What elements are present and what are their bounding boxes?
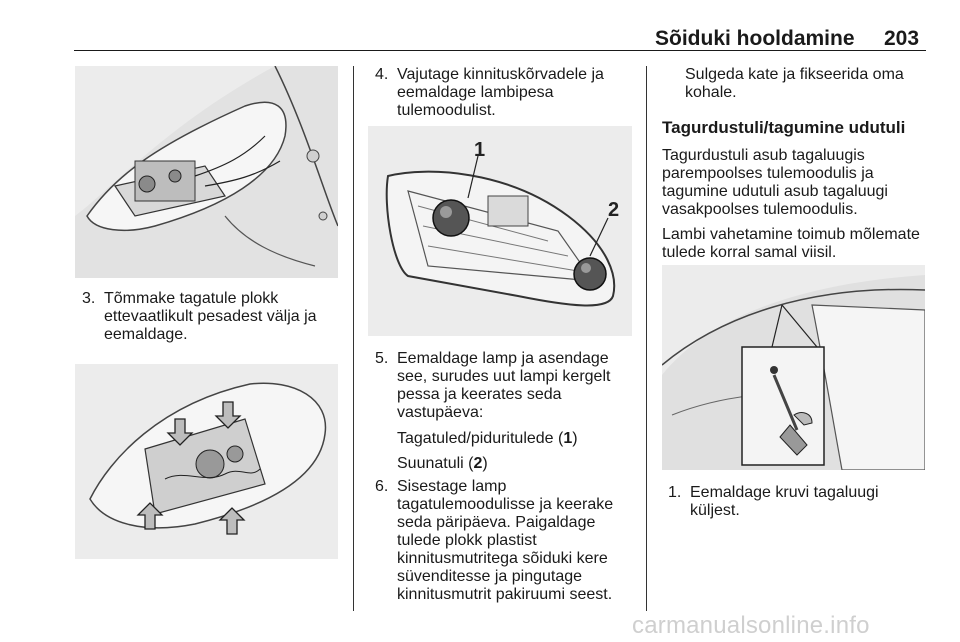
step-line: pessa ja keerates seda [397, 386, 562, 403]
bulb-type-1 [397, 430, 578, 448]
step-number: 1. [668, 484, 682, 501]
step-line: seda päripäeva. Paigaldage [397, 514, 596, 531]
step-number: 4. [375, 66, 389, 83]
step-line: tagatulemoodulisse ja keerake [397, 496, 614, 513]
text-line: Sulgeda kate ja fikseerida oma [685, 66, 904, 83]
text-line: tulede korral samal viisil. [662, 244, 837, 261]
bulb-type-text: Tagatuled/piduritulede ( [397, 430, 564, 447]
text-line: kohale. [685, 84, 737, 101]
step-number: 5. [375, 350, 389, 367]
step-4 [375, 66, 635, 122]
illustration-tailgate-screw [662, 265, 925, 470]
step-5 [375, 350, 640, 424]
callout-label-2: 2 [608, 199, 620, 221]
step-line: see, surudes uut lampi kergelt [397, 368, 611, 385]
illustration-taillight-wiring [75, 66, 338, 278]
text-line: tagumine udutuli asub tagaluugi [662, 183, 888, 200]
figure-taillight-wiring [75, 66, 338, 278]
step-line: küljest. [690, 502, 740, 519]
step-line: kinnitusmutritega sõiduki kere [397, 550, 608, 567]
step-line: Sisestage lamp [397, 478, 507, 495]
text-line: Lambi vahetamine toimub mõlemate [662, 226, 920, 243]
watermark-text: carmanualsonline.info [632, 612, 870, 639]
step-line: Eemaldage lamp ja asendage [397, 350, 609, 367]
step-3 [82, 290, 342, 346]
page-number: 203 [884, 27, 920, 50]
step-line: tulemoodulist. [397, 102, 496, 119]
running-header-title: Sõiduki hooldamine [655, 27, 855, 50]
step-line: süvenditesse ja pingutage [397, 568, 583, 585]
step-line: eemaldage. [104, 326, 188, 343]
bulb-ref-number: 1 [563, 430, 573, 447]
paragraph-location [662, 147, 888, 219]
step-number: 6. [375, 478, 389, 495]
column-divider-right [646, 66, 647, 611]
bulb-ref-number: 2 [473, 455, 483, 472]
bulb-type-suffix: ) [572, 430, 578, 447]
text-line: parempoolses tulemoodulis ja [662, 165, 874, 182]
illustration-taillight-arrows [75, 364, 338, 559]
figure-bulb-holder [368, 126, 632, 336]
header-rule [74, 50, 926, 51]
figure-tailgate-screw [662, 265, 925, 470]
paragraph-procedure [662, 226, 920, 262]
bulb-type-2 [397, 455, 488, 473]
step-line: kinnitusmutrit pakiruumi seest. [397, 586, 613, 603]
callout-label-1: 1 [474, 139, 486, 161]
step-line: ettevaatlikult pesadest välja ja [104, 308, 317, 325]
bulb-type-text: Suunatuli ( [397, 455, 474, 472]
step-line: Eemaldage kruvi tagaluugi [690, 484, 879, 501]
text-line: vasakpoolses tulemoodulis. [662, 201, 858, 218]
step-1-tailgate [668, 484, 928, 522]
step-line: eemaldage lambipesa [397, 84, 554, 101]
illustration-bulb-holder [368, 126, 632, 336]
column-divider-left [353, 66, 354, 611]
step-line: Vajutage kinnituskõrvadele ja [397, 66, 604, 83]
step-number: 3. [82, 290, 96, 307]
step-line: tulede plokk plastist [397, 532, 537, 549]
text-line: Tagurdustuli asub tagaluugis [662, 147, 865, 164]
figure-taillight-removal-arrows [75, 364, 338, 559]
bulb-type-suffix: ) [482, 455, 488, 472]
step-line: vastupäeva: [397, 404, 484, 421]
closing-instruction [685, 66, 904, 102]
step-6 [375, 478, 640, 606]
step-line: Tõmmake tagatule plokk [104, 290, 279, 307]
section-heading: Tagurdustuli/tagumine udutuli [662, 118, 906, 137]
